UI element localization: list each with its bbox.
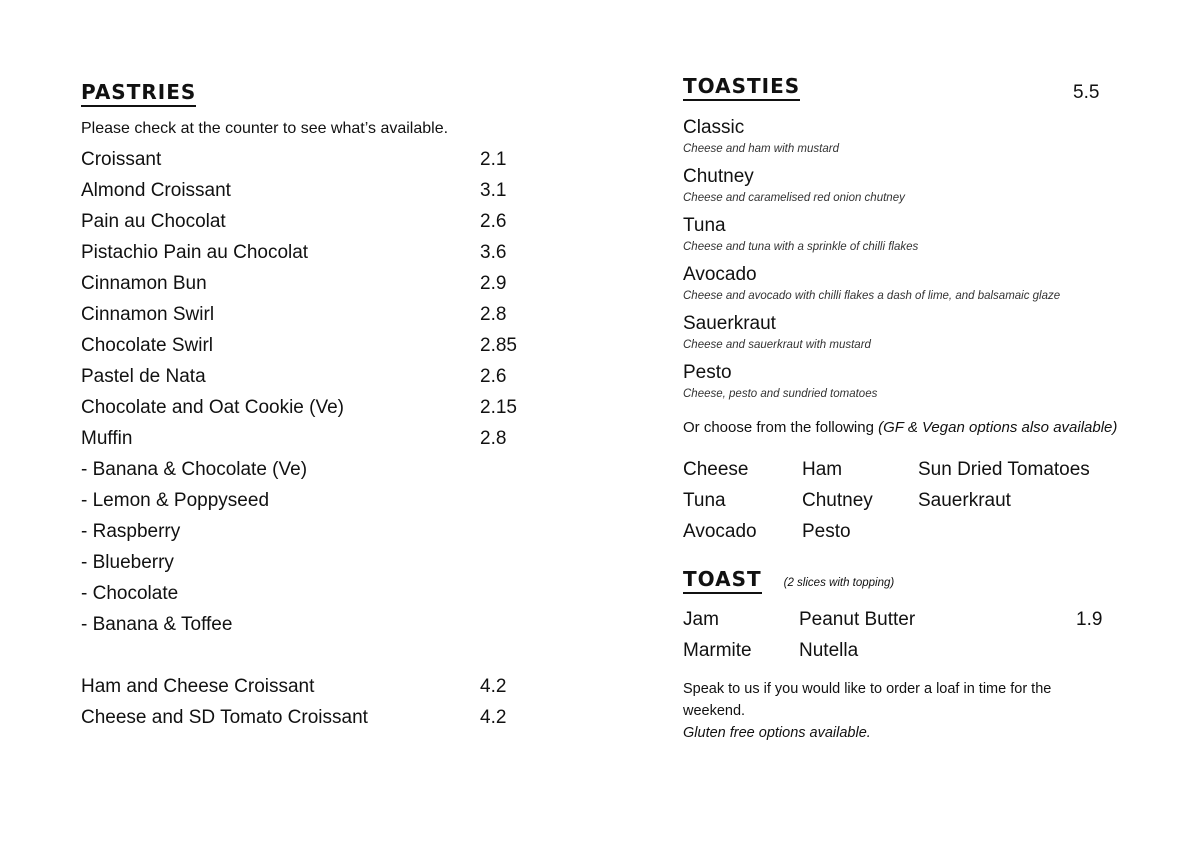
- pastry-row: [81, 330, 541, 361]
- gluten-free-note: Gluten free options available.: [683, 725, 871, 741]
- toast-topping: Marmite: [683, 640, 752, 661]
- pastry-name: Chocolate Swirl: [81, 335, 213, 356]
- pastry-price: 2.6: [480, 366, 507, 387]
- savoury-croissant-price: 4.2: [480, 707, 507, 728]
- toast-subtitle: (2 slices with topping): [783, 577, 895, 589]
- pastry-row: [81, 516, 541, 547]
- pastry-row: [81, 268, 541, 299]
- pastry-name: Muffin: [81, 428, 133, 449]
- toastie-name: Tuna: [683, 215, 726, 236]
- toastie-name: Chutney: [683, 166, 754, 187]
- choose-options-line: [683, 419, 1153, 436]
- pastries-spacer: [81, 640, 541, 671]
- pastry-row: [81, 175, 541, 206]
- pastry-name: - Lemon & Poppyseed: [81, 490, 270, 511]
- pastry-price: [480, 485, 540, 516]
- toastie-description: Cheese and avocado with chilli flakes a dash of lime, and balsamaic glaze: [683, 290, 1061, 302]
- toastie-description: Cheese and tuna with a sprinkle of chilli flakes: [683, 241, 919, 253]
- toast-topping: Nutella: [799, 640, 859, 661]
- pastry-price: 2.85: [480, 335, 517, 356]
- pastry-price: [480, 516, 540, 547]
- pastries-availability-note: Please check at the counter to see what’s available.: [81, 120, 449, 137]
- filling-options-row: [683, 454, 1153, 485]
- filling-option: Chutney: [802, 490, 873, 511]
- toast-price: 1.9: [1076, 609, 1103, 630]
- toast-heading: TOAST: [683, 567, 762, 594]
- pastry-name: Cinnamon Bun: [81, 273, 207, 294]
- savoury-croissant-row: [81, 702, 541, 733]
- pastry-name: Chocolate and Oat Cookie (Ve): [81, 397, 344, 418]
- pastry-name: Pistachio Pain au Chocolat: [81, 242, 309, 263]
- toast-price: [1076, 635, 1136, 666]
- pastry-name: Pain au Chocolat: [81, 211, 226, 232]
- toastie-item: [683, 166, 1153, 205]
- toastie-item: [683, 362, 1153, 401]
- toast-header: [683, 567, 1153, 594]
- pastry-price: [480, 454, 540, 485]
- pastries-column: [81, 80, 541, 733]
- toast-toppings-grid: [683, 604, 1153, 666]
- pastry-price: 2.9: [480, 273, 507, 294]
- toasties-column: [683, 74, 1153, 744]
- pastry-name: Pastel de Nata: [81, 366, 206, 387]
- pastry-price: 3.6: [480, 242, 507, 263]
- savoury-croissant-price: 4.2: [480, 676, 507, 697]
- pastry-name: Cinnamon Swirl: [81, 304, 215, 325]
- pastries-heading: PASTRIES: [81, 80, 196, 107]
- pastry-price: [480, 609, 540, 640]
- pastry-row: [81, 547, 541, 578]
- pastry-name: - Blueberry: [81, 552, 174, 573]
- pastry-name: - Banana & Chocolate (Ve): [81, 459, 308, 480]
- toasties-heading: TOASTIES: [683, 74, 800, 101]
- pastry-row: [81, 423, 541, 454]
- loaf-note-block: [683, 678, 1103, 744]
- toastie-item: [683, 117, 1153, 156]
- pastry-row: [81, 392, 541, 423]
- filling-option: Sauerkraut: [918, 490, 1011, 511]
- toast-topping-row: [683, 604, 1153, 635]
- pastry-price: 2.1: [480, 149, 507, 170]
- pastry-row: [81, 578, 541, 609]
- pastries-list: [81, 144, 541, 640]
- toasties-list: [683, 117, 1153, 401]
- toast-topping: Peanut Butter: [799, 609, 916, 630]
- pastry-price: 2.8: [480, 428, 507, 449]
- pastry-price: [480, 547, 540, 578]
- toastie-name: Classic: [683, 117, 745, 138]
- pastry-price: [480, 578, 540, 609]
- filling-option: Avocado: [683, 521, 757, 542]
- toastie-description: Cheese, pesto and sundried tomatoes: [683, 388, 878, 400]
- filling-options-row: [683, 516, 1153, 547]
- pastry-row: [81, 299, 541, 330]
- filling-option: [918, 516, 1118, 547]
- pastry-name: Croissant: [81, 149, 162, 170]
- pastry-price: 2.6: [480, 211, 507, 232]
- loaf-order-note: Speak to us if you would like to order a loaf in time for the weekend.: [683, 681, 1052, 719]
- savoury-croissant-row: [81, 671, 541, 702]
- pastry-name: - Chocolate: [81, 583, 179, 604]
- pastry-price: 3.1: [480, 180, 507, 201]
- pastry-row: [81, 206, 541, 237]
- pastry-row: [81, 237, 541, 268]
- pastry-row: [81, 609, 541, 640]
- pastry-row: [81, 144, 541, 175]
- filling-options-row: [683, 485, 1153, 516]
- toasties-price: 5.5: [1073, 82, 1100, 103]
- toastie-name: Avocado: [683, 264, 757, 285]
- toastie-item: [683, 264, 1153, 303]
- toast-topping-row: [683, 635, 1153, 666]
- filling-option: Pesto: [802, 521, 851, 542]
- croissant-savoury-list: [81, 671, 541, 733]
- toastie-description: Cheese and caramelised red onion chutney: [683, 192, 905, 204]
- toastie-name: Sauerkraut: [683, 313, 776, 334]
- savoury-croissant-name: Cheese and SD Tomato Croissant: [81, 707, 368, 728]
- toastie-description: Cheese and ham with mustard: [683, 143, 839, 155]
- toast-topping: Jam: [683, 609, 719, 630]
- pastry-name: - Banana & Toffee: [81, 614, 233, 635]
- toastie-item: [683, 215, 1153, 254]
- toastie-name: Pesto: [683, 362, 732, 383]
- toastie-item: [683, 313, 1153, 352]
- pastry-name: - Raspberry: [81, 521, 181, 542]
- pastry-row: [81, 454, 541, 485]
- savoury-croissant-name: Ham and Cheese Croissant: [81, 676, 315, 697]
- filling-option: Ham: [802, 459, 843, 480]
- filling-option: Cheese: [683, 459, 749, 480]
- filling-option: Tuna: [683, 490, 726, 511]
- choose-text: Or choose from the following: [683, 419, 874, 436]
- toasties-header: [683, 74, 1153, 104]
- pastry-row: [81, 485, 541, 516]
- filling-options-grid: [683, 454, 1153, 547]
- choose-note: (GF & Vegan options also available): [878, 419, 1118, 436]
- pastry-name: Almond Croissant: [81, 180, 231, 201]
- pastry-price: 2.15: [480, 397, 517, 418]
- filling-option: Sun Dried Tomatoes: [918, 459, 1090, 480]
- pastry-row: [81, 361, 541, 392]
- toastie-description: Cheese and sauerkraut with mustard: [683, 339, 871, 351]
- pastry-price: 2.8: [480, 304, 507, 325]
